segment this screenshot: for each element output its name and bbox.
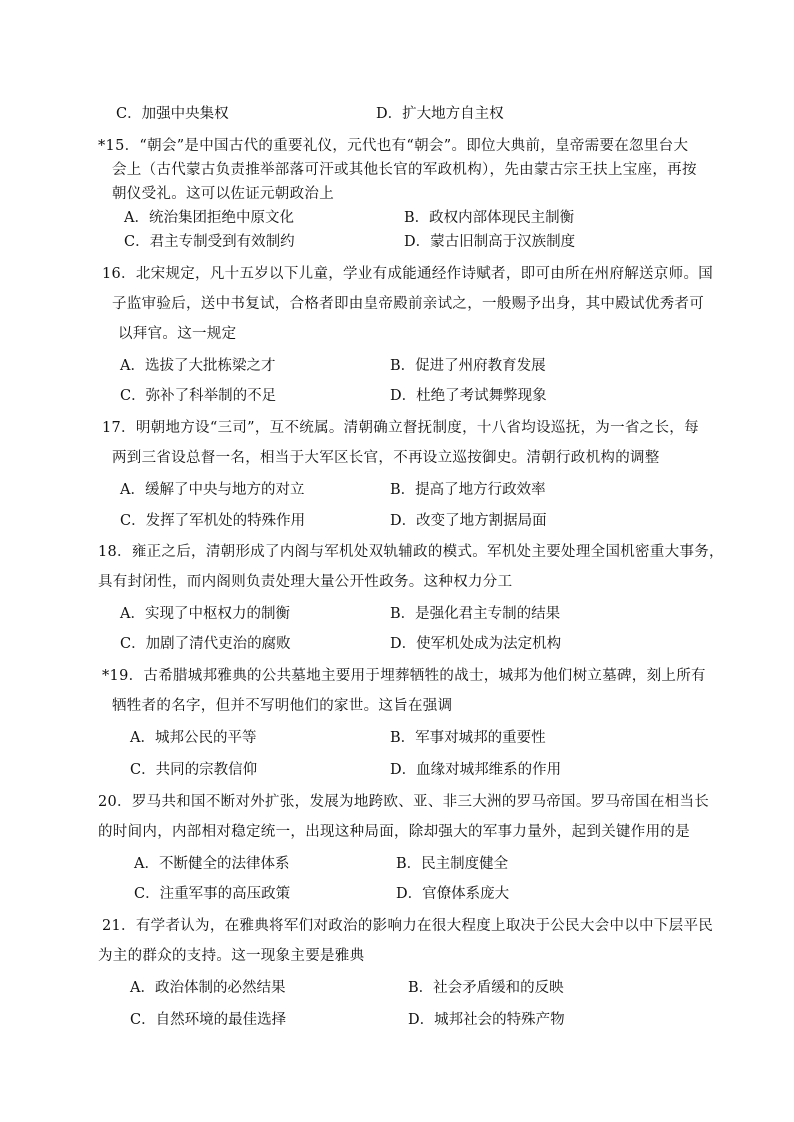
q16-stem-line-2: 子监审验后，送中书复试，合格者即由皇帝殿前亲试之，一般赐予出身，其中殿试优秀者可 (112, 296, 704, 312)
q16-option-d: D．杜绝了考试舞弊现象 (390, 388, 547, 404)
q19-stem-line-1: *19．古希腊城邦雅典的公共墓地主要用于埋葬牺牲的战士，城邦为他们树立墓碑，刻上所有 (102, 668, 706, 684)
q21-option-a: A．政治体制的必然结果 (130, 980, 286, 996)
q15-stem-line-2: 会上（古代蒙古负责推举部落可汗或其他长官的军政机构），先由蒙古宗王扶上宝座，再按 (112, 162, 697, 178)
q20-option-b: B．民主制度健全 (396, 856, 509, 872)
q21-stem-line-2: 为主的群众的支持。这一现象主要是雅典 (98, 948, 365, 964)
q20-stem-line-1: 20．罗马共和国不断对外扩张，发展为地跨欧、亚、非三大洲的罗马帝国。罗马帝国在相当长 (98, 794, 710, 810)
q17-option-c: C．发挥了军机处的特殊作用 (120, 513, 306, 529)
q15-option-b: B．政权内部体现民主制衡 (404, 210, 575, 226)
q21-option-d: D．城邦社会的特殊产物 (408, 1012, 565, 1028)
q19-option-b: B．军事对城邦的重要性 (390, 730, 546, 746)
q21-option-c: C．自然环境的最佳选择 (130, 1012, 287, 1028)
q20-option-c: C．注重军事的高压政策 (134, 886, 291, 902)
q17-option-b: B．提高了地方行政效率 (390, 482, 546, 498)
q18-stem-line-1: 18．雍正之后，清朝形成了内阁与军机处双轨辅政的模式。军机处主要处理全国机密重大事务， (98, 544, 724, 560)
q17-stem-line-1: 17．明朝地方设“三司”，互不统属。清朝确立督抚制度，十八省均设巡抚，为一省之长，每 (102, 420, 699, 436)
q20-option-d: D．官僚体系庞大 (396, 886, 510, 902)
q15-stem-line-3: 朝仪受礼。这可以佐证元朝政治上 (112, 186, 334, 202)
q15-option-c: C．君主专制受到有效制约 (124, 234, 295, 250)
q19-option-a: A．城邦公民的平等 (130, 730, 257, 746)
q21-option-b: B．社会矛盾缓和的反映 (408, 980, 564, 996)
q21-stem-line-1: 21．有学者认为，在雅典将军们对政治的影响力在很大程度上取决于公民大会中以中下层平民 (102, 918, 714, 934)
q15-option-d: D．蒙古旧制高于汉族制度 (404, 234, 576, 250)
q16-stem-line-1: 16．北宋规定，凡十五岁以下儿童，学业有成能通经作诗赋者，即可由所在州府解送京师。国 (102, 266, 714, 282)
q15-option-a: A．统治集团拒绝中原文化 (124, 210, 294, 226)
q16-option-b: B．促进了州府教育发展 (390, 358, 546, 374)
q18-option-c: C．加剧了清代吏治的腐败 (120, 636, 291, 652)
q20-stem-line-2: 的时间内，内部相对稳定统一，出现这种局面，除却强大的军事力量外，起到关键作用的是 (98, 824, 690, 840)
q16-option-a: A．选拔了大批栋梁之才 (120, 358, 276, 374)
q14-option-c: C．加强中央集权 (116, 106, 229, 122)
q17-option-d: D．改变了地方割据局面 (390, 513, 547, 529)
q16-option-c: C．弥补了科举制的不足 (120, 388, 277, 404)
q17-option-a: A．缓解了中央与地方的对立 (120, 482, 305, 498)
q19-stem-line-2: 牺牲者的名字，但并不写明他们的家世。这旨在强调 (112, 698, 453, 714)
q20-option-a: A．不断健全的法律体系 (134, 856, 290, 872)
q18-option-a: A．实现了中枢权力的制衡 (120, 606, 290, 622)
q18-stem-line-2: 具有封闭性，而内阁则负责处理大量公开性政务。这种权力分工 (98, 574, 513, 590)
q17-stem-line-2: 两到三省设总督一名，相当于大军区长官，不再设立巡按御史。清朝行政机构的调整 (112, 450, 660, 466)
q15-stem-line-1: *15．“朝会”是中国古代的重要礼仪，元代也有“朝会”。即位大典前，皇帝需要在忽里台大 (98, 138, 689, 154)
q18-option-d: D．使军机处成为法定机构 (390, 636, 562, 652)
q18-option-b: B．是强化君主专制的结果 (390, 606, 561, 622)
q19-option-c: C．共同的宗教信仰 (130, 762, 258, 778)
q16-stem-line-3: 以拜官。这一规定 (118, 326, 237, 342)
q19-option-d: D．血缘对城邦维系的作用 (390, 762, 562, 778)
q14-option-d: D．扩大地方自主权 (376, 106, 504, 122)
